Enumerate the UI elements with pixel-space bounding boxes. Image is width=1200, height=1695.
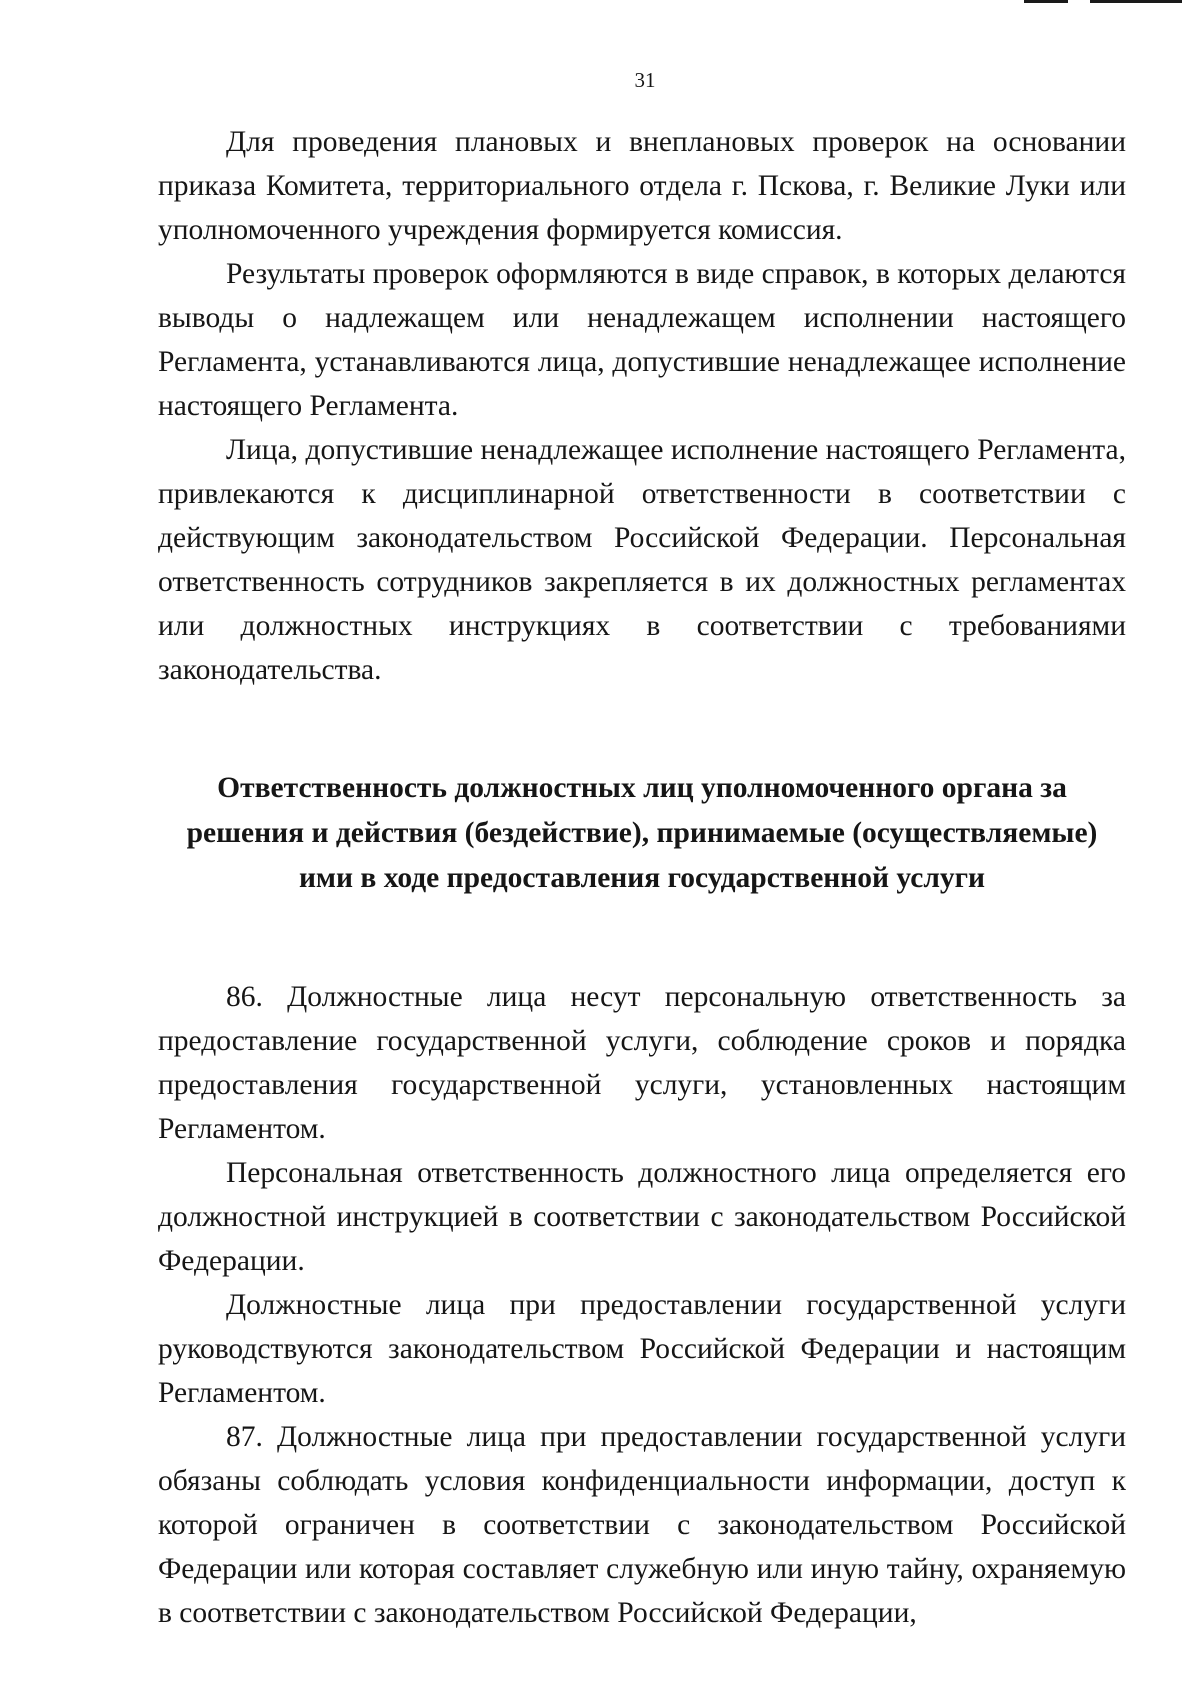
section-heading-line: ими в ходе предоставления государственной услуги (298, 862, 986, 894)
paragraph-inspection-results: Результаты проверок оформляются в виде справок, в которых делаются выводы о надлежащем или ненадлежащем исполнении настоящего Регламента, устанавливаются лица, допустившие ненадлежащее исполнение настоящего Регламента. (158, 258, 1126, 422)
paragraph-guided-by-law: Должностные лица при предоставлении государственной услуги руководствуются законодательством Российской Федерации и настоящим Регламентом. (158, 1289, 1126, 1409)
section-heading-line: решения и действия (бездействие), принимаемые (осуществляемые) (186, 817, 1098, 849)
paragraph-item-86: 86. Должностные лица несут персональную ответственность за предоставление государственной услуги, соблюдение сроков и порядка предоставления государственной услуги, установленных настоящим Регламентом. (158, 981, 1126, 1145)
scan-edge-mark (1024, 0, 1068, 3)
page-number: 31 (634, 68, 656, 92)
section-heading-line: Ответственность должностных лиц уполномоченного органа за (217, 772, 1067, 804)
scan-edge-mark (1090, 0, 1182, 3)
paragraph-inspection-commission: Для проведения плановых и внеплановых проверок на основании приказа Комитета, территориального отдела г. Пскова, г. Великие Луки или уполномоченного учреждения формируется комиссия. (158, 126, 1126, 246)
paragraph-item-87: 87. Должностные лица при предоставлении государственной услуги обязаны соблюдать условия конфиденциальности информации, доступ к которой ограничен в соответствии с законодательством Российской Федерации или которая составляет служебную или иную тайну, охраняемую в соответствии с законодательством Российской Федерации, (158, 1421, 1126, 1629)
paragraph-personal-responsibility: Персональная ответственность должностного лица определяется его должностной инструкцией в соответствии с законодательством Российской Федерации. (158, 1157, 1126, 1277)
paragraph-disciplinary-liability: Лица, допустившие ненадлежащее исполнение настоящего Регламента, привлекаются к дисциплинарной ответственности в соответствии с действующим законодательством Российской Федерации. Персональная ответственность сотрудников закрепляется в их должностных регламентах или должностных инструкциях в соответствии с требованиями законодательства. (158, 434, 1126, 686)
section-heading (158, 766, 1126, 901)
document-body (158, 120, 1126, 1635)
